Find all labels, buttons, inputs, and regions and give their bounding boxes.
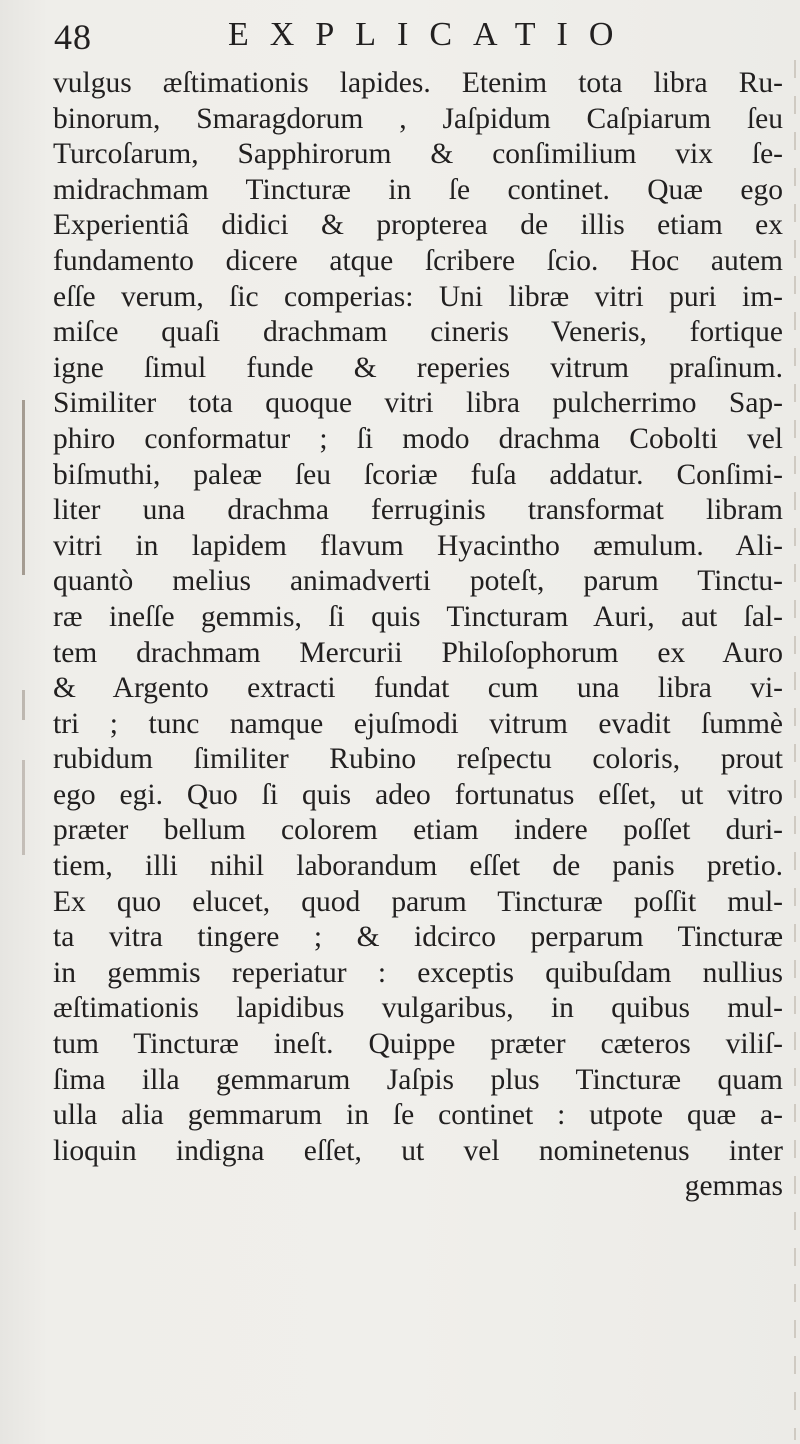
text-line: liter una drachma ferruginis transformat libram (53, 494, 783, 527)
text-line: æſtimationis lapidibus vulgaribus, in quibus mul- (53, 992, 783, 1025)
text-line: lioquin indigna eſſet, ut vel nominetenus inter (53, 1134, 783, 1167)
text-line: midrachmam Tincturæ in ſe continet. Quæ ego (53, 173, 783, 206)
text-line: Similiter tota quoque vitri libra pulcherrimo Sap- (53, 387, 783, 420)
margin-ink-mark (22, 400, 25, 575)
text-line: in gemmis reperiatur : exceptis quibuſdam nullius (53, 956, 783, 989)
text-line: phiro conformatur ; ſi modo drachma Cobolti vel (53, 422, 783, 455)
text-line: & Argento extracti fundat cum una libra vi- (53, 672, 783, 705)
text-line: ræ ineſſe gemmis, ſi quis Tincturam Auri, aut ſal- (53, 600, 783, 633)
text-line: eſſe verum, ſic comperias: Uni libræ vitri puri im- (53, 280, 783, 313)
text-line: vulgus æſtimationis lapides. Etenim tota libra Ru- (53, 67, 783, 99)
text-line: quantò melius animadverti poteſt, parum Tinctu- (53, 565, 783, 598)
text-line: binorum, Smaragdorum , Jaſpidum Caſpiarum ſeu (53, 102, 783, 135)
body-text (53, 66, 783, 1205)
text-line: ulla alia gemmarum in ſe continet : utpote quæ a- (53, 1099, 783, 1132)
text-line: ta vitra tingere ; & idcirco perparum Tincturæ (53, 921, 783, 954)
page-edge (794, 60, 796, 1440)
page-header (54, 12, 635, 60)
text-line: miſce quaſi drachmam cineris Veneris, fortique (53, 316, 783, 349)
text-line: ſima illa gemmarum Jaſpis plus Tincturæ quam (53, 1063, 783, 1096)
text-line: igne ſimul funde & reperies vitrum praſinum. (53, 351, 783, 384)
text-line: vitri in lapidem flavum Hyacintho æmulum. Ali- (53, 529, 783, 562)
text-line: Experientiâ didici & propterea de illis etiam ex (53, 209, 783, 242)
text-line: fundamento dicere atque ſcribere ſcio. Hoc autem (53, 244, 783, 277)
catchword: gemmas (684, 1170, 783, 1203)
text-line: præter bellum colorem etiam indere poſſet duri- (53, 814, 783, 847)
text-line: tri ; tunc namque ejuſmodi vitrum evadit ſummè (53, 707, 783, 740)
text-line: tiem, illi nihil laborandum eſſet de panis pretio. (53, 850, 783, 883)
margin-ink-mark (22, 760, 25, 855)
text-line: tem drachmam Mercurii Philoſophorum ex Auro (53, 636, 783, 669)
text-line: ego egi. Quo ſi quis adeo fortunatus eſſet, ut vitro (53, 778, 783, 811)
text-line: rubidum ſimiliter Rubino reſpectu coloris, prout (53, 743, 783, 776)
text-line: tum Tincturæ ineſt. Quippe præter cæteros viliſ- (53, 1028, 783, 1061)
running-title: EXPLICATIO (228, 16, 635, 53)
text-line: Turcoſarum, Sapphirorum & conſimilium vix ſe- (53, 138, 783, 171)
margin-ink-mark (22, 690, 25, 720)
page-number: 48 (54, 17, 92, 57)
text-line: Ex quo elucet, quod parum Tincturæ poſſit mul- (53, 885, 783, 918)
text-line: biſmuthi, paleæ ſeu ſcoriæ fuſa addatur. Conſimi- (53, 458, 783, 491)
